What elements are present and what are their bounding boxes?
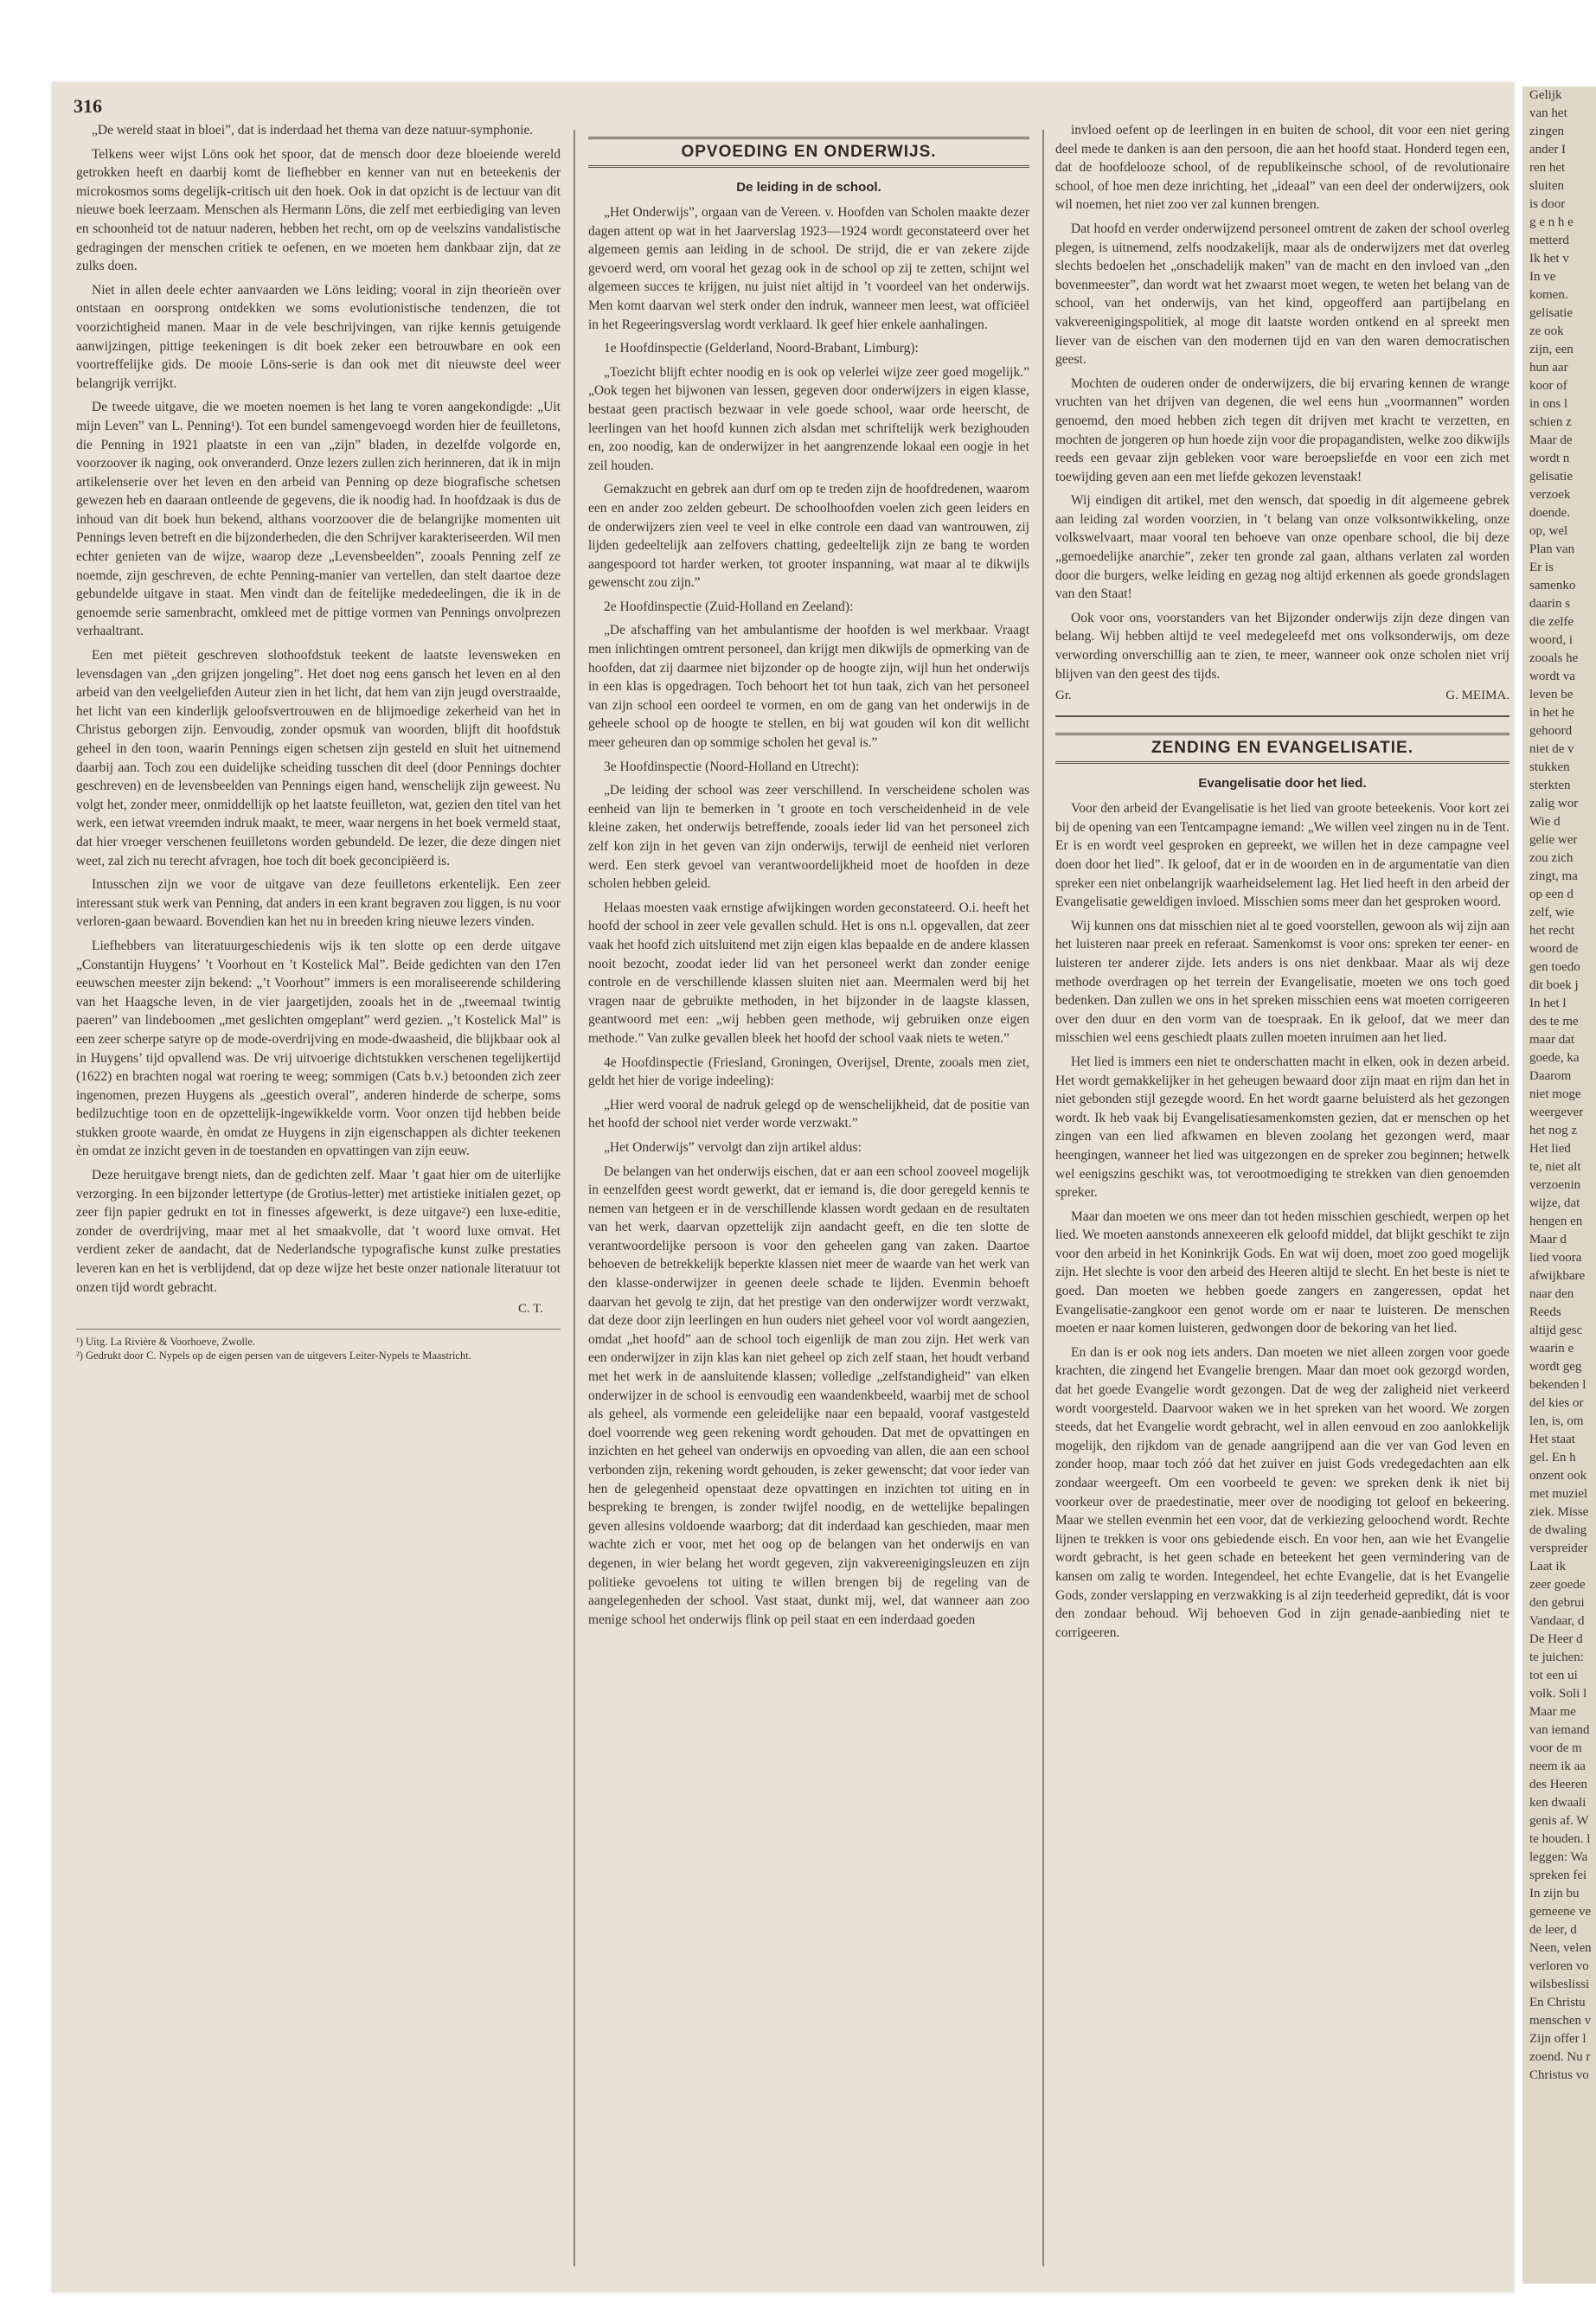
adjacent-text-fragment: Laat ik: [1529, 1560, 1567, 1574]
paragraph: Maar dan moeten we ons meer dan tot heden misschien geschiedt, werpen op het lied. We moeten aanstonds annexeeren elk geloofd middel, dat blijkt geschikt te zijn voor den arbeid in het Koninkrijk Gods. En wat wij doen, moet zoo goed mogelijk zijn. Het slechte is voor den arbeid des Heeren altijd te slecht. En het beste is niet te goed. Dan moeten we hebben goede zangers en zangeressen, opdat het Evangelisatie-zangkoor een genot worde om er naar te luisteren. De menschen moeten er naar komen luisteren, gedwongen door de bekoring van het lied.: [1055, 1208, 1509, 1336]
adjacent-text-fragment: Zijn offer l: [1529, 2032, 1586, 2046]
adjacent-text-fragment: te houden. l: [1529, 1832, 1591, 1846]
column-right: [1055, 121, 1509, 2275]
adjacent-text-fragment: voor de m: [1529, 1741, 1582, 1755]
footnote: ²) Gedrukt door C. Nypels op de eigen persen van de uitgevers Leiter-Nypels te Maastricht.: [76, 1349, 471, 1362]
adjacent-text-fragment: zijn, een: [1529, 343, 1574, 356]
adjacent-text-fragment: Vandaar, d: [1529, 1614, 1585, 1628]
adjacent-text-fragment: Christus vo: [1529, 2068, 1589, 2082]
adjacent-text-fragment: volk. Soli l: [1529, 1687, 1587, 1701]
adjacent-text-fragment: zoend. Nu r: [1529, 2050, 1591, 2064]
paragraph: Gemakzucht en gebrek aan durf om op te treden zijn de hoofdredenen, waarom een en ander zoo zelden gebeurt. De schoolhoofden voelen zich geen leiders en de onderwijzers zien veel te veel in elke controle een daad van wantrouwen, zij lijden gedeeltelijk aan zelfovers chatting, gedeeltelijk zijn ze bang te worden aangespoord tot harder werken, tot grooter inspanning, wat maar al te dikwijls gewenscht zou zijn.”: [588, 482, 1029, 591]
adjacent-text-fragment: metterd: [1529, 234, 1569, 247]
paragraph: Wij eindigen dit artikel, met den wensch, dat spoedig in dit algemeene gebrek aan leiding zal worden voorzien, in ’t belang van onze volksontwikkeling, onze volkswelvaart, maar vooral ten behoeve van onze openbare school, die bij deze „gemoedelijke anarchie”, zeker ten gronde zal gaan, althans verlaten zal worden door die burgers, welke leiding en gezag nog altijd erkennen als goede grondslagen van den Staat!: [1055, 493, 1509, 602]
section-title: OPVOEDING EN ONDERWIJS.: [588, 137, 1029, 168]
adjacent-text-fragment: ziek. Misse: [1529, 1505, 1589, 1519]
article-title: De leiding in de school.: [736, 180, 881, 195]
adjacent-text-fragment: op een d: [1529, 888, 1574, 901]
adjacent-text-fragment: del kies or: [1529, 1396, 1584, 1410]
paragraph: 4e Hoofdinspectie (Friesland, Groningen, Overijsel, Drente, zooals men ziet, geldt het hier de vorige indeeling):: [588, 1054, 1029, 1089]
paragraph: „De leiding der school was zeer verschillend. In verscheidene scholen was eenheid van lijn te bemerken in ’t groote en toch verscheidenheid in de vele kleine zaken, het onderwijs betreffende, zooals ieder lid van het personeel zich zelf kon zijn in het geven van zijn onderwijs, terwijl de eenheid niet verloren werd. Een sterk gevoel van verantwoordelijkheid moet de hoofden in deze scholen hebben geleid.: [588, 783, 1029, 892]
column-divider: [574, 130, 575, 2266]
paragraph: Ook voor ons, voorstanders van het Bijzonder onderwijs zijn deze dingen van belang. Wij hebben altijd te veel medegeleefd met ons volksonderwijs, om deze verwording onverschillig aan te zien, te meer, wanneer ook onze scholen niet vrij blijven van den geest des tijds.: [1055, 610, 1509, 682]
adjacent-text-fragment: Wie d: [1529, 815, 1561, 829]
column-middle: [588, 121, 1029, 2275]
adjacent-text-fragment: hun aar: [1529, 361, 1568, 375]
paragraph: Mochten de ouderen onder de onderwijzers, die bij ervaring kennen de wrange vruchten van het drijven van degenen, die wel eens hun „voormannen” worden genoemd, den moed hebben zich tegen dit drijven met kracht te verzetten, en mochten de jongeren op hun hoede zijn voor die propagandisten, welke zoo dikwijls reeds een gevaar zijn gebleken voor ware beroepsliefde en voor een zich met toewijding geven aan een met liefde gekozen levenstaak!: [1055, 375, 1509, 484]
paragraph: Het lied is immers een niet te onderschatten macht in elken, ook in dezen arbeid. Het wordt gemakkelijker in het geheugen bewaard door zijn maat en rijm dan het in niet gebonden stijl gezegde woord. En het wordt gaarne beluisterd als het gezongen wordt. Ik heb vaak bij Evangelisatiesamenkomsten gezien, dat er menschen op het zingen van een lied afkwamen en bleven zoolang het gezongen werd, maar heengingen, wanneer het lied was uitgezongen en de spreker zou beginnen; hetwelk wel eenigszins geschikt was, tot verootmoediging te strekken van dien genoemden spreker.: [1055, 1054, 1509, 1201]
adjacent-text-fragment: Reeds: [1529, 1305, 1561, 1319]
paragraph: Intusschen zijn we voor de uitgave van deze feuilletons erkentelijk. Een zeer interessant stuk werk van Penning, dat anders in een krant begraven zou liggen, is nu voor verloren-gaan bewaard. Bovendien kan het nu in breeden kring nieuwe lezers vinden.: [76, 877, 561, 930]
adjacent-text-fragment: zalig wor: [1529, 797, 1579, 811]
paragraph: Helaas moesten vaak ernstige afwijkingen worden geconstateerd. O.i. heeft het hoofd der school in zeer vele gevallen schuld. Het is ons n.l. opgevallen, dat zeer vaak het hoofd zich uitsluitend met zijn eigen klas bepaalde en de andere klassen nooit bezocht, zoodat ieder lid van het personeel werkt dan zonder eenige controle en de verschillende klassen sluiten niet aan. Meermalen werd bij het vragen naar de gebruikte methoden, in het bijzonder in de laagste klassen, geantwoord met een: „wij hebben geen methode, wij gebruiken onze eigen methode.” Van zulke gevallen bleek het hoofd der school vaak niets te weten.”: [588, 900, 1029, 1046]
section-title: ZENDING EN EVANGELISATIE.: [1055, 733, 1509, 764]
adjacent-text-fragment: Plan van: [1529, 542, 1575, 556]
paragraph: „Hier werd vooral de nadruk gelegd op de wenschelijkheid, dat de positie van het hoofd der school niet verder worde verzwakt.”: [588, 1097, 1029, 1131]
adjacent-text-fragment: In het l: [1529, 997, 1567, 1010]
paragraph: 2e Hoofdinspectie (Zuid-Holland en Zeeland):: [604, 599, 854, 614]
paragraph: invloed oefent op de leerlingen in en buiten de school, dit voor een niet gering deel mede te danken is aan den persoon, die aan het hoofd staat. Honderd tegen een, dat de hoofdelooze school, of de republikeinsche school, of de revolutionaire school, of hoe men deze inrichting, het „ideaal” van een deel der onderwijzers, ook wil noemen, het niet zoo ver zal kunnen brengen.: [1055, 123, 1509, 213]
section-rule: [1055, 715, 1509, 717]
adjacent-text-fragment: zeer goede: [1529, 1578, 1586, 1592]
signature-location: Gr.: [1055, 689, 1072, 703]
adjacent-text-fragment: En Christu: [1529, 1996, 1586, 2009]
adjacent-text-fragment: woord, i: [1529, 633, 1573, 647]
paragraph: Wij kunnen ons dat misschien niet al te goed voorstellen, gewoon als wij zijn aan het luisteren naar preek en referaat. Samenkomst is voor ons: spreken ter eener- en luisteren ter anderer zijde. Iets anders is ons niet denkbaar. Maar als wij deze methode overdragen op het terrein der Evangelisatie, moeten we ons toch goed bedenken. Dan zullen we ons in het spreken misschien eens wat moeten corrigeeren over den duur en den vorm van de toespraak. En ik geloof, dat we meer dan misschien wel eens geschiedt plaats zullen moeten inruimen aan het lied.: [1055, 918, 1509, 1046]
column-divider: [1042, 130, 1044, 2266]
page-number: 316: [74, 95, 102, 117]
adjacent-text-fragment: Er is: [1529, 561, 1554, 574]
adjacent-text-fragment: van iemand: [1529, 1723, 1590, 1737]
adjacent-text-fragment: sluiten: [1529, 179, 1564, 193]
paragraph: Een met piëteit geschreven slothoofdstuk teekent de laatste levensweken en levensdagen van „den grijzen jongeling”. Het doet nog eens gansch het leven en al den arbeid van den veelgeliefden Auteur zien in het licht, dat hem van zijn jeugd overstraalde, het licht van een kinderlijk geloofsvertrouwen en de blijmoedige zekerheid van het in Christus geborgen zijn. Eenvoudig, zonder opsmuk van woorden, blijft dit hoofdstuk geheel in den toon, waarin Pennings eigen schetsen zijn gesteld en sluit het uitnemend daarbij aan. Toch zou een duidelijke scheiding tusschen dit deel (door Pennings dochter geschreven) en de levensbeelden van Pennings eigen hand, wenschelijk zijn geweest. Nu volgt het, zonder meer, onmiddellijk op het laatste feuilleton, wat, gezien den titel van het werk, een ietwat vreemden indruk maakt, te meer, waar nergens in het boek vermeld staat, dat hier vroeger verschenen feuilletons worden gebundeld. De lezer, die deze dingen niet weet, zal zich nu terecht afvragen, hoe toch dit boek geconcipiëerd is.: [76, 648, 561, 868]
adjacent-text-fragment: g e n h e: [1529, 215, 1574, 229]
adjacent-text-fragment: Het staat: [1529, 1433, 1575, 1446]
adjacent-text-fragment: hengen en: [1529, 1215, 1583, 1228]
article-title: Evangelisatie door het lied.: [1198, 776, 1367, 792]
adjacent-text-fragment: maar dat: [1529, 1033, 1575, 1047]
adjacent-text-fragment: den gebrui: [1529, 1596, 1585, 1610]
adjacent-text-fragment: tot een ui: [1529, 1669, 1578, 1682]
adjacent-text-fragment: te juichen:: [1529, 1650, 1584, 1664]
adjacent-text-fragment: ren het: [1529, 161, 1566, 175]
paragraph: Voor den arbeid der Evangelisatie is het lied van groote beteekenis. Voor kort zei bij de opening van een Tentcampagne iemand: „We willen veel zingen nu in de Tent. Er is en wordt veel gesproken en gepreekt, we willen het in deze campagne veel doen door het lied”. Ik geloof, dat er in de woorden en in de argumentatie van dien spreker een niet onbelangrijk waarheidselement lag. Het lied heeft in den arbeid der Evangelisatie geweldigen invloed. Misschien soms meer dan het gesproken woord.: [1055, 801, 1509, 910]
adjacent-text-fragment: zingt, ma: [1529, 869, 1578, 883]
adjacent-text-fragment: waarin e: [1529, 1342, 1574, 1356]
paragraph: „Het Onderwijs” vervolgt dan zijn artikel aldus:: [604, 1139, 862, 1155]
adjacent-text-fragment: Ik het v: [1529, 252, 1569, 266]
paragraph: Deze heruitgave brengt niets, dan de gedichten zelf. Maar ’t gaat hier om de uiterlijke verzorging. In een bijzonder lettertype (de Grotius-letter) met artistieke initialen gezet, op zeer fijn papier gedrukt en tot in finesses afgewerkt, is deze uitgave²) een luxe-editie, zonder de overdrijving, maar met al het smaakvolle, dat ’t woord luxe omvat. Het verdient zeker de aandacht, dat de Nederlandsche typografische kunst zulke prestaties leveren kan en het is verblijdend, dat op deze wijze het beste onzer nationale literatuur tot onzen tijd wordt gebracht.: [76, 1168, 561, 1295]
adjacent-text-fragment: Maar me: [1529, 1705, 1576, 1719]
signature: C. T.: [517, 1302, 543, 1317]
paragraph: „Het Onderwijs”, orgaan van de Vereen. v. Hoofden van Scholen maakte dezer dagen attent op wat in het Jaarverslag 1923—1924 wordt geconstateerd over het algemeen gemis aan leiding in de school. De strijd, die er van zekere zijde gevoerd werd, om vooral het gezag ook in de school op zij te zetten, schijnt wel algemeen succes te krijgen, nu juist niet altijd in ’t voordeel van het onderwijs. Men komt daarvan wel sterk onder den indruk, wanneer men leest, wat officiëel in het Regeeringsverslag wordt verklaard. Ik geef hier enkele aanhalingen.: [588, 205, 1029, 332]
adjacent-text-fragment: verloren vo: [1529, 1959, 1589, 1973]
adjacent-text-fragment: Maar d: [1529, 1233, 1567, 1247]
adjacent-text-fragment: niet de v: [1529, 742, 1574, 756]
article-body: [1055, 799, 1509, 1642]
adjacent-text-fragment: wordt geg: [1529, 1360, 1582, 1374]
adjacent-text-fragment: neem ik aa: [1529, 1759, 1586, 1773]
paragraph: „Toezicht blijft echter noodig en is ook op velerlei wijze zeer goed mogelijk.” „Ook tegen het bijwonen van lessen, gegeven door onderwijzers in eigen klasse, bestaat geen practisch bezwaar in vele goede school, waar orde heerscht, de leerlingen van het hoofd kunnen zich alsdan met schriftelijk werk bezighouden en, zoo noodig, kan de onderwijzer in het aangrenzende lokaal een oogje in het zeil houden.: [588, 364, 1029, 473]
adjacent-text-fragment: in het he: [1529, 706, 1574, 720]
column-left: [76, 121, 561, 2275]
adjacent-text-fragment: des te me: [1529, 1015, 1579, 1029]
paragraph: Liefhebbers van literatuurgeschiedenis wijs ik ten slotte op een derde uitgave „Constantijn Huygens’ ’t Voorhout en ’t Kostelick Mal”. Beide gedichten van den 17en eeuwschen meester zijn bekend: „’t Voorhout” immers is een moraliseerende schildering van het Haagsche leven, in de vier jaargetijden, zooals het in de „tweemaal twintig paeren” van lindeboomen „met geslichten omgeplant” werd gezien. „’t Kostelick Mal” is een zeer scherpe satyre op de mode-overdrijving en mode-dwaasheid, die blijkbaar ook al in Huygens’ tijd opvallend was. De vrij uitvoerige dichtstukken verschenen tegelijkertijd (1622) en brachten nogal wat roering te weeg; sommigen (Cats b.v.) betoonden zich zeer ingenomen, prezen Huygens als „geestich overal”, anderen hinderde de scherpe, soms bedilzuchtige toon en de opzettelijk-ingewikkelde vorm. Voor onzen tijd hebben beide stukken groote waarde, èn omdat ze Huygens in zijn eigenschappen als dichter teekenen èn omdat ze inzicht geven in de toestanden en opvattingen van zijn eeuw.: [76, 938, 561, 1159]
adjacent-text-fragment: is door: [1529, 197, 1566, 211]
adjacent-text-fragment: wilsbeslissi: [1529, 1977, 1590, 1991]
paragraph: De tweede uitgave, die we moeten noemen is het lang te voren aangekondigde: „Uit mijn Leven” van L. Penning¹). Tot een bundel samengevoegd worden hier de feuilletons, die Penning in 1921 plaatste in een van „zijn” bladen, in dezelfde volgorde en, voorzoover ik naging, ook onveranderd. Onze lezers zullen zich herinneren, dat ik in mijn artikelenserie over het leven en den arbeid van Penning op deze biografische schetsen gewezen heb en daaraan ontleende de gegevens, die ik noodig had. In hoofdzaak is dus de inhoud van dit boek hun bekend, althans voorzoover die de belangrijke momenten uit Pennings leven betreft en die bijzonderheden, die den Schrijver karakteriseerden. Wil men echter genieten van de wijze, waarop deze „Levensbeelden”, zooals Penning zelf ze noemde, zijn geschreven, de echte Penning-manier van vertellen, dan stelt daartoe deze gebundelde uitgave in staat. Men vindt dan de feitelijke mededeelingen, die ik in de genoemde serie samenbracht, omkleed met de pittige vormen van Pennings onvolprezen verhaaltrant.: [76, 400, 561, 639]
adjacent-text-fragment: op, wel: [1529, 524, 1568, 538]
adjacent-text-fragment: gen toedo: [1529, 960, 1580, 974]
footnotes: [76, 1329, 561, 1362]
adjacent-text-fragment: ken dwaali: [1529, 1796, 1586, 1810]
adjacent-text-fragment: Maar de: [1529, 433, 1573, 447]
adjacent-text-fragment: weergever: [1529, 1106, 1584, 1119]
adjacent-text-fragment: koor of: [1529, 379, 1567, 393]
adjacent-text-fragment: zelf, wie: [1529, 906, 1574, 920]
adjacent-text-fragment: samenko: [1529, 579, 1576, 593]
column-left-body: [76, 121, 561, 1297]
adjacent-text-fragment: In ve: [1529, 270, 1556, 284]
adjacent-text-fragment: dit boek j: [1529, 978, 1579, 992]
paragraph: 1e Hoofdinspectie (Gelderland, Noord-Brabant, Limburg):: [604, 341, 919, 356]
adjacent-text-fragment: bekenden l: [1529, 1378, 1586, 1392]
paragraph: Dat hoofd en verder onderwijzend personeel omtrent de zaken der school overleg plegen, is uitnemend, zelfs noodzakelijk, maar als de onderwijzers met dat overleg slechts bedoelen het „onschadelijk maken” van de macht en den invloed van „den bovenmeester”, dan wordt wat het zwaarst moet wegen, te weten het belang van de school, van het onderwijs, van het kind, opgeofferd aan partijbelang en vakvereenigingspolitiek, al moge dit laatste worden ontkend en al spreekt men liever van de eischen van den modernen tijd en van den waren democratischen geest.: [1055, 221, 1509, 368]
paragraph: „De wereld staat in bloei”, dat is inderdaad het thema van deze natuur-symphonie.: [92, 123, 534, 138]
adjacent-text-fragment: zingen: [1529, 125, 1564, 138]
adjacent-text-fragment: daarin s: [1529, 597, 1571, 611]
adjacent-text-fragment: gelisatie: [1529, 306, 1573, 320]
adjacent-text-fragment: menschen v: [1529, 2014, 1592, 2028]
adjacent-text-fragment: gelie wer: [1529, 833, 1578, 847]
adjacent-page-strip: [1522, 87, 1596, 2284]
adjacent-text-fragment: wordt va: [1529, 670, 1575, 683]
paragraph: 3e Hoofdinspectie (Noord-Holland en Utrecht):: [604, 759, 860, 774]
adjacent-text-fragment: gel. En h: [1529, 1451, 1576, 1465]
signature-author: G. MEIMA.: [1445, 689, 1509, 703]
adjacent-text-fragment: naar den: [1529, 1287, 1574, 1301]
adjacent-text-fragment: ander I: [1529, 143, 1567, 157]
adjacent-text-fragment: afwijkbare: [1529, 1269, 1586, 1283]
adjacent-text-fragment: goede, ka: [1529, 1051, 1580, 1065]
adjacent-text-fragment: te, niet alt: [1529, 1160, 1581, 1174]
adjacent-text-fragment: gelisatie: [1529, 470, 1573, 484]
adjacent-text-fragment: leggen: Wa: [1529, 1850, 1588, 1864]
adjacent-text-fragment: niet moge: [1529, 1087, 1581, 1101]
adjacent-text-fragment: gehoord: [1529, 724, 1573, 738]
adjacent-text-fragment: sterkten: [1529, 779, 1571, 792]
adjacent-text-fragment: verzoenin: [1529, 1178, 1581, 1192]
adjacent-text-fragment: doende.: [1529, 506, 1571, 520]
adjacent-text-fragment: zou zich: [1529, 851, 1574, 865]
article-body: [588, 203, 1029, 1629]
adjacent-text-fragment: de dwaling: [1529, 1523, 1587, 1537]
adjacent-text-fragment: Daarom: [1529, 1069, 1572, 1083]
adjacent-text-fragment: in ons l: [1529, 397, 1568, 411]
signature-row: [1055, 689, 1509, 703]
adjacent-text-fragment: komen.: [1529, 288, 1568, 302]
adjacent-text-fragment: spreken fei: [1529, 1868, 1587, 1882]
adjacent-text-fragment: De Heer d: [1529, 1632, 1583, 1646]
adjacent-text-fragment: verspreider: [1529, 1541, 1588, 1555]
adjacent-text-fragment: lied voora: [1529, 1251, 1582, 1265]
adjacent-text-fragment: len, is, om: [1529, 1414, 1584, 1428]
adjacent-text-fragment: In zijn bu: [1529, 1887, 1580, 1900]
paragraph: Niet in allen deele echter aanvaarden we Löns leiding; vooral in zijn theorieën over ontstaan en oorsprong ontdekken we soms evolutionistische tendenzen, die tot voorzichtigheid manen. Maar in de vele beschrijvingen, van rijke kennis getuigende aanwijzingen, pittige teekeningen is dit boek zeker een betrouwbare en ook een voortreffelijke gids. De mooie Löns-serie is dan ook met dit nieuwste deel weer belangrijk verrijkt.: [76, 282, 561, 391]
paragraph: En dan is er ook nog iets anders. Dan moeten we niet alleen zorgen voor goede krachten, die zingend het Evangelie brengen. Maar dan moet ook gezorgd worden, dat het goede Evangelie wordt gezongen. Dat de weg der zaligheid niet verkeerd wordt voorgesteld. Daarvoor waken we in het spreken van het woord. We zorgen steeds, dat het Evangelie wordt gebracht, wel in allen eenvoud en zoo aanlokkelijk mogelijk, den rijkdom van de genade aangrijpend aan die ver van God leven en zonder hoop, maar toch zóó dat het zuiver en juist Gods vredegedachten aan elk zondaar weergeeft. Om een voorbeeld te geven: we spreken denk ik niet bij voorkeur over de praedestinatie, meer over de noodiging tot geloof en bekeering. Maar we stellen evenmin het een voor, dat de verkiezing geloochend wordt. Rechte lijnen te trekken is voor ons gebiedende eisch. En voor hen, aan wie het Evangelie wordt gebracht, is het geen schade en beteekent het geen vermindering van de kansen om zalig te worden. Integendeel, het echte Evangelie, dat is het Evangelie Gods, zonder verslapping en verzwakking is al zijn teederheid gepredikt, dát is voor den zondaar behoud. Wij behoeven God in zijn genade-aanbieding niet te corrigeeren.: [1055, 1344, 1509, 1640]
adjacent-text-fragment: van het: [1529, 106, 1567, 120]
adjacent-text-fragment: het nog z: [1529, 1124, 1577, 1138]
adjacent-text-fragment: ze ook: [1529, 324, 1564, 338]
article-body-continued: [1055, 121, 1509, 683]
adjacent-text-fragment: schien z: [1529, 415, 1572, 429]
adjacent-text-fragment: leven be: [1529, 688, 1574, 702]
adjacent-text-fragment: de leer, d: [1529, 1923, 1577, 1937]
adjacent-text-fragment: die zelfe: [1529, 615, 1574, 629]
adjacent-text-fragment: altijd gesc: [1529, 1324, 1583, 1337]
adjacent-text-fragment: Neen, velen: [1529, 1941, 1592, 1955]
adjacent-text-fragment: woord de: [1529, 942, 1579, 956]
adjacent-text-fragment: verzoek: [1529, 488, 1571, 502]
adjacent-text-fragment: genis af. W: [1529, 1814, 1589, 1828]
adjacent-text-fragment: zooals he: [1529, 651, 1579, 665]
adjacent-text-fragment: wordt n: [1529, 452, 1570, 465]
adjacent-text-fragment: gemeene ve: [1529, 1905, 1592, 1919]
adjacent-text-fragment: wijze, dat: [1529, 1196, 1580, 1210]
footnote: ¹) Uitg. La Rivière & Voorhoeve, Zwolle.: [76, 1336, 256, 1349]
paragraph: Telkens weer wijst Löns ook het spoor, dat de mensch door deze bloeiende wereld getrokken heeft en daarbij komt de liefhebber en kenner van nut en beteekenis der microkosmos soms degelijk-critisch uit den hoek. Ook in dat opzicht is de lectuur van dit nieuwe boek leerzaam. Menschen als Hermann Löns, die zelf met eerbiediging van leven en schoonheid tot de natuur naderen, hebben het recht, om op de veelszins vandalistische gedragingen der menschen critiek te oefenen, en we moeten hem dankbaar zijn, dat ze zulks doen.: [76, 146, 561, 274]
paragraph: De belangen van het onderwijs eischen, dat er aan een school zooveel mogelijk in eenzelfden geest wordt gewerkt, dat er iemand is, die door geregeld kennis te nemen van hetgeen er in de verschillende klassen wordt gedaan en de resultaten van het werk, daarvan opzettelijk zijn aandacht geeft, en die ten slotte de verantwoordelijke persoon is voor den geheelen gang van zaken. Daartoe behoeven de betrekkelijk beperkte klassen niet meer de waarde van het werk van den klasse-onderwijzer in geenen deele schade te lijden. Evenmin behoeft daarvan het gevolg te zijn, dat het prestige van den onderwijzer wordt verzwakt, dat deze door zijn leerlingen en hun ouders niet geheel voor vol wordt aangezien, omdat „het hoofd” aan de school toch eigenlijk de man zou zijn. Het werk van een onderwijzer in zijn klas kan niet geheel op zich zelf staan, het houdt verband met het werk in de aansluitende klassen; volledige „zelfstandigheid” van elken onderwijzer in de school is eenvoudig een waandenkbeeld, waarbij met de school als geheel, als vormende een geleidelijke naar een bepaald, vooraf vastgesteld doel voorrende weg geen rekening wordt gehouden. Dat met de opvattingen en inzichten en het geheel van onderwijs en opvoeding van allen, die aan een school verbonden zijn, rekening wordt gehouden, is zeker gewenscht; dat voor ieder van hen de gelegenheid openstaat deze opvattingen en inzichten tot uiting en in bespreking te brengen, is zonder twijfel noodig, en de wettelijke bepalingen geven allesins voldoende waarborg; dat dit inderdaad kan geschieden, maar men wachte zich er voor, met het oog op de belangen van het onderwijs en van degenen, in wier belang het wordt gegeven, zijn vakvereenigingsleuzen en zijn politieke gevoelens tot uiting te willen brengen bij de regeling van de aangelegenheden der school. Vast staat, dunkt mij, wel, dat wanneer aan zoo menige school het onderwijs flink op peil staat en een inderdaad goeden: [588, 1163, 1029, 1627]
adjacent-text-fragment: Gelijk: [1529, 88, 1562, 102]
adjacent-text-fragment: Het lied: [1529, 1142, 1571, 1156]
paragraph: „De afschaffing van het ambulantisme der hoofden is wel merkbaar. Vraagt men inlichtingen omtrent personeel, dan krijgt men dikwijls de opmerking van de hoofden, dat zij daarmee niet bijzonder op de hoogte zijn, wijl hun het onderwijs in een klas is opgedragen. Toch behoort het tot hun taak, zich van het personeel van zijn school een oordeel te vormen, en om de gang van het onderwijs in de geheele school op de hoogte te stellen, en bij wat gouden wil kon dit wellicht meer geheuren dan op sommige scholen het geval is.”: [588, 623, 1029, 751]
adjacent-text-fragment: het recht: [1529, 924, 1575, 938]
adjacent-text-fragment: met muziel: [1529, 1487, 1588, 1501]
adjacent-text-fragment: onzent ook: [1529, 1469, 1587, 1483]
adjacent-text-fragment: stukken: [1529, 760, 1570, 774]
adjacent-text-fragment: des Heeren: [1529, 1778, 1588, 1791]
